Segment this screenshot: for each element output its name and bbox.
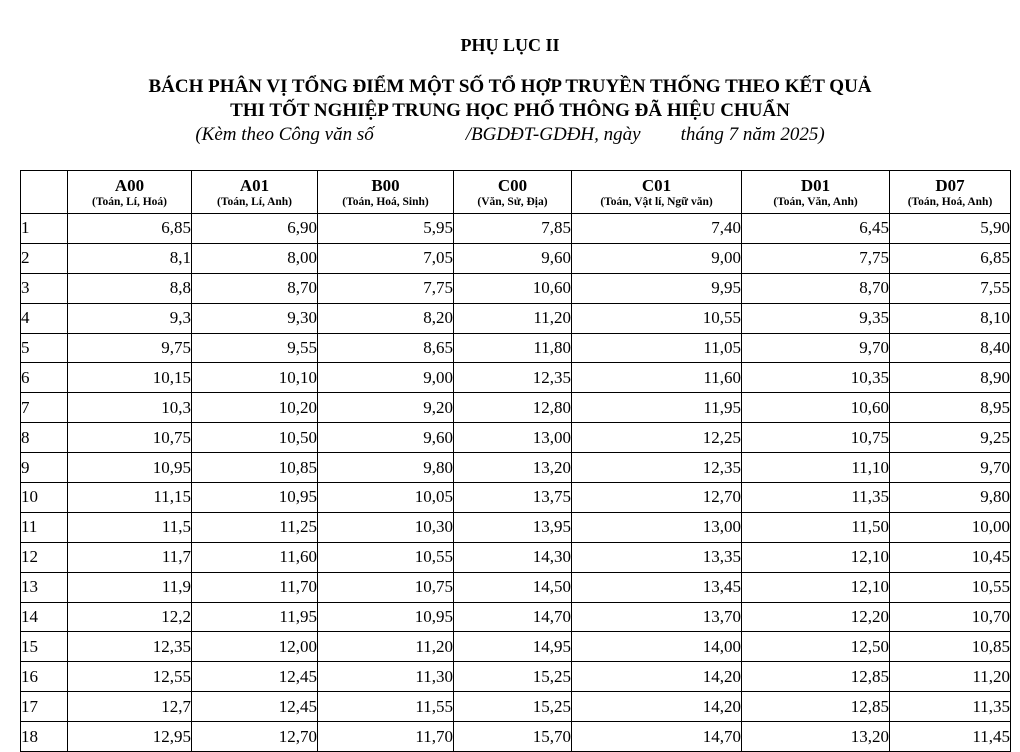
header-cell: C00 (Văn, Sử, Địa) — [454, 171, 572, 214]
score-cell: 11,60 — [192, 542, 318, 572]
score-cell: 10,55 — [890, 572, 1011, 602]
table-row — [21, 692, 1011, 722]
score-cell: 13,70 — [572, 602, 742, 632]
table-row — [21, 512, 1011, 542]
score-cell: 10,05 — [318, 483, 454, 513]
score-cell: 10,3 — [68, 393, 192, 423]
score-cell: 11,30 — [318, 662, 454, 692]
score-cell: 11,60 — [572, 363, 742, 393]
score-cell: 10,45 — [890, 542, 1011, 572]
score-cell: 13,20 — [742, 722, 890, 752]
table-row — [21, 214, 1011, 244]
score-cell: 8,40 — [890, 333, 1011, 363]
score-cell: 9,20 — [318, 393, 454, 423]
table-body — [21, 214, 1011, 752]
score-cell: 12,00 — [192, 632, 318, 662]
score-cell: 11,20 — [318, 632, 454, 662]
score-cell: 13,00 — [572, 512, 742, 542]
score-cell: 13,35 — [572, 542, 742, 572]
score-cell: 10,55 — [318, 542, 454, 572]
rank-cell: 12 — [21, 542, 68, 572]
table-row — [21, 273, 1011, 303]
rank-cell: 7 — [21, 393, 68, 423]
table-row — [21, 393, 1011, 423]
table-row — [21, 632, 1011, 662]
score-cell: 10,95 — [318, 602, 454, 632]
header-cell: D01 (Toán, Văn, Anh) — [742, 171, 890, 214]
score-cell: 11,9 — [68, 572, 192, 602]
score-cell: 13,95 — [454, 512, 572, 542]
score-cell: 12,45 — [192, 692, 318, 722]
rank-cell: 2 — [21, 243, 68, 273]
score-cell: 12,85 — [742, 692, 890, 722]
score-cell: 11,70 — [192, 572, 318, 602]
score-cell: 8,95 — [890, 393, 1011, 423]
score-cell: 10,95 — [68, 453, 192, 483]
score-cell: 10,55 — [572, 303, 742, 333]
score-cell: 14,00 — [572, 632, 742, 662]
score-cell: 10,60 — [742, 393, 890, 423]
score-cell: 12,25 — [572, 423, 742, 453]
score-cell: 11,35 — [742, 483, 890, 513]
score-cell: 12,35 — [454, 363, 572, 393]
header-rank-cell — [21, 171, 68, 214]
score-cell: 10,75 — [742, 423, 890, 453]
score-cell: 12,35 — [572, 453, 742, 483]
score-cell: 10,15 — [68, 363, 192, 393]
score-cell: 6,90 — [192, 214, 318, 244]
score-cell: 10,50 — [192, 423, 318, 453]
score-cell: 10,70 — [890, 602, 1011, 632]
score-cell: 9,70 — [742, 333, 890, 363]
score-cell: 13,75 — [454, 483, 572, 513]
score-cell: 12,45 — [192, 662, 318, 692]
score-cell: 9,75 — [68, 333, 192, 363]
score-cell: 13,45 — [572, 572, 742, 602]
score-cell: 11,7 — [68, 542, 192, 572]
score-cell: 11,05 — [572, 333, 742, 363]
table-row — [21, 363, 1011, 393]
score-cell: 12,2 — [68, 602, 192, 632]
rank-cell: 14 — [21, 602, 68, 632]
score-cell: 12,70 — [572, 483, 742, 513]
score-cell: 8,10 — [890, 303, 1011, 333]
score-cell: 12,50 — [742, 632, 890, 662]
score-cell: 11,20 — [454, 303, 572, 333]
score-cell: 8,65 — [318, 333, 454, 363]
score-cell: 13,00 — [454, 423, 572, 453]
score-cell: 10,20 — [192, 393, 318, 423]
score-cell: 11,35 — [890, 692, 1011, 722]
rank-cell: 6 — [21, 363, 68, 393]
table-header-row — [21, 171, 1011, 214]
score-cell: 7,85 — [454, 214, 572, 244]
note-part-2: /BGDĐT-GDĐH, ngày — [465, 124, 641, 145]
score-cell: 11,15 — [68, 483, 192, 513]
score-cell: 10,35 — [742, 363, 890, 393]
score-cell: 9,00 — [572, 243, 742, 273]
rank-cell: 4 — [21, 303, 68, 333]
heading-line-1: BÁCH PHÂN VỊ TỔNG ĐIỂM MỘT SỐ TỔ HỢP TRUYỀN THỐNG THEO KẾT QUẢ — [148, 76, 872, 97]
rank-cell: 3 — [21, 273, 68, 303]
score-cell: 15,25 — [454, 692, 572, 722]
note-part-3: tháng 7 năm 2025) — [680, 124, 825, 145]
score-cell: 11,20 — [890, 662, 1011, 692]
score-cell: 14,20 — [572, 662, 742, 692]
rank-cell: 1 — [21, 214, 68, 244]
score-cell: 12,35 — [68, 632, 192, 662]
rank-cell: 8 — [21, 423, 68, 453]
rank-cell: 18 — [21, 722, 68, 752]
score-cell: 8,70 — [742, 273, 890, 303]
rank-cell: 15 — [21, 632, 68, 662]
score-cell: 7,55 — [890, 273, 1011, 303]
rank-cell: 5 — [21, 333, 68, 363]
header-cell: D07 (Toán, Hoá, Anh) — [890, 171, 1011, 214]
score-cell: 6,85 — [890, 243, 1011, 273]
score-cell: 11,80 — [454, 333, 572, 363]
score-cell: 9,60 — [318, 423, 454, 453]
rank-cell: 9 — [21, 453, 68, 483]
score-cell: 9,30 — [192, 303, 318, 333]
score-cell: 13,20 — [454, 453, 572, 483]
score-cell: 9,70 — [890, 453, 1011, 483]
score-cell: 12,20 — [742, 602, 890, 632]
score-cell: 8,00 — [192, 243, 318, 273]
score-cell: 9,00 — [318, 363, 454, 393]
score-cell: 8,8 — [68, 273, 192, 303]
score-cell: 9,35 — [742, 303, 890, 333]
score-cell: 12,95 — [68, 722, 192, 752]
score-cell: 11,45 — [890, 722, 1011, 752]
score-cell: 11,55 — [318, 692, 454, 722]
score-cell: 10,75 — [68, 423, 192, 453]
table-row — [21, 423, 1011, 453]
score-cell: 12,10 — [742, 542, 890, 572]
score-cell: 12,80 — [454, 393, 572, 423]
score-cell: 7,40 — [572, 214, 742, 244]
table-row — [21, 243, 1011, 273]
rank-cell: 16 — [21, 662, 68, 692]
header-cell: B00 (Toán, Hoá, Sinh) — [318, 171, 454, 214]
table-row — [21, 542, 1011, 572]
score-cell: 15,70 — [454, 722, 572, 752]
score-cell: 12,7 — [68, 692, 192, 722]
table-row — [21, 572, 1011, 602]
score-cell: 6,85 — [68, 214, 192, 244]
score-cell: 9,60 — [454, 243, 572, 273]
table-row — [21, 303, 1011, 333]
score-cell: 8,1 — [68, 243, 192, 273]
score-cell: 14,95 — [454, 632, 572, 662]
score-cell: 10,85 — [192, 453, 318, 483]
rank-cell: 17 — [21, 692, 68, 722]
header-cell: C01 (Toán, Vật lí, Ngữ văn) — [572, 171, 742, 214]
score-cell: 5,95 — [318, 214, 454, 244]
score-cell: 7,05 — [318, 243, 454, 273]
score-cell: 11,5 — [68, 512, 192, 542]
table-row — [21, 602, 1011, 632]
score-cell: 12,10 — [742, 572, 890, 602]
score-cell: 14,50 — [454, 572, 572, 602]
score-cell: 6,45 — [742, 214, 890, 244]
score-cell: 9,80 — [890, 483, 1011, 513]
score-cell: 7,75 — [742, 243, 890, 273]
rank-cell: 10 — [21, 483, 68, 513]
rank-cell: 11 — [21, 512, 68, 542]
table-row — [21, 662, 1011, 692]
score-cell: 10,10 — [192, 363, 318, 393]
score-cell: 14,70 — [572, 722, 742, 752]
score-cell: 10,85 — [890, 632, 1011, 662]
percentile-table — [20, 170, 1011, 752]
score-cell: 10,00 — [890, 512, 1011, 542]
score-cell: 8,70 — [192, 273, 318, 303]
score-cell: 9,80 — [318, 453, 454, 483]
score-cell: 10,75 — [318, 572, 454, 602]
header-cell: A00 (Toán, Lí, Hoá) — [68, 171, 192, 214]
score-cell: 11,70 — [318, 722, 454, 752]
appendix-title: PHỤ LỤC II — [460, 35, 560, 55]
score-cell: 11,95 — [572, 393, 742, 423]
table-row — [21, 453, 1011, 483]
rank-cell: 13 — [21, 572, 68, 602]
table-row — [21, 722, 1011, 752]
score-cell: 12,55 — [68, 662, 192, 692]
score-cell: 11,10 — [742, 453, 890, 483]
score-cell: 9,25 — [890, 423, 1011, 453]
score-cell: 9,55 — [192, 333, 318, 363]
score-cell: 14,20 — [572, 692, 742, 722]
header-cell: A01 (Toán, Lí, Anh) — [192, 171, 318, 214]
score-cell: 11,95 — [192, 602, 318, 632]
score-cell: 14,70 — [454, 602, 572, 632]
heading-line-2: THI TỐT NGHIỆP TRUNG HỌC PHỔ THÔNG ĐÃ HIỆU CHUẨN — [230, 100, 790, 121]
score-cell: 15,25 — [454, 662, 572, 692]
note-part-1: (Kèm theo Công văn số — [195, 124, 374, 145]
score-cell: 9,3 — [68, 303, 192, 333]
score-cell: 11,25 — [192, 512, 318, 542]
score-cell: 10,30 — [318, 512, 454, 542]
score-cell: 8,90 — [890, 363, 1011, 393]
score-cell: 10,95 — [192, 483, 318, 513]
score-cell: 10,60 — [454, 273, 572, 303]
document-note — [0, 123, 1020, 147]
score-cell: 8,20 — [318, 303, 454, 333]
score-cell: 14,30 — [454, 542, 572, 572]
score-cell: 11,50 — [742, 512, 890, 542]
score-cell: 12,85 — [742, 662, 890, 692]
document-heading — [0, 75, 1020, 123]
table-row — [21, 483, 1011, 513]
score-cell: 7,75 — [318, 273, 454, 303]
score-cell: 12,70 — [192, 722, 318, 752]
score-cell: 9,95 — [572, 273, 742, 303]
score-cell: 5,90 — [890, 214, 1011, 244]
table-row — [21, 333, 1011, 363]
